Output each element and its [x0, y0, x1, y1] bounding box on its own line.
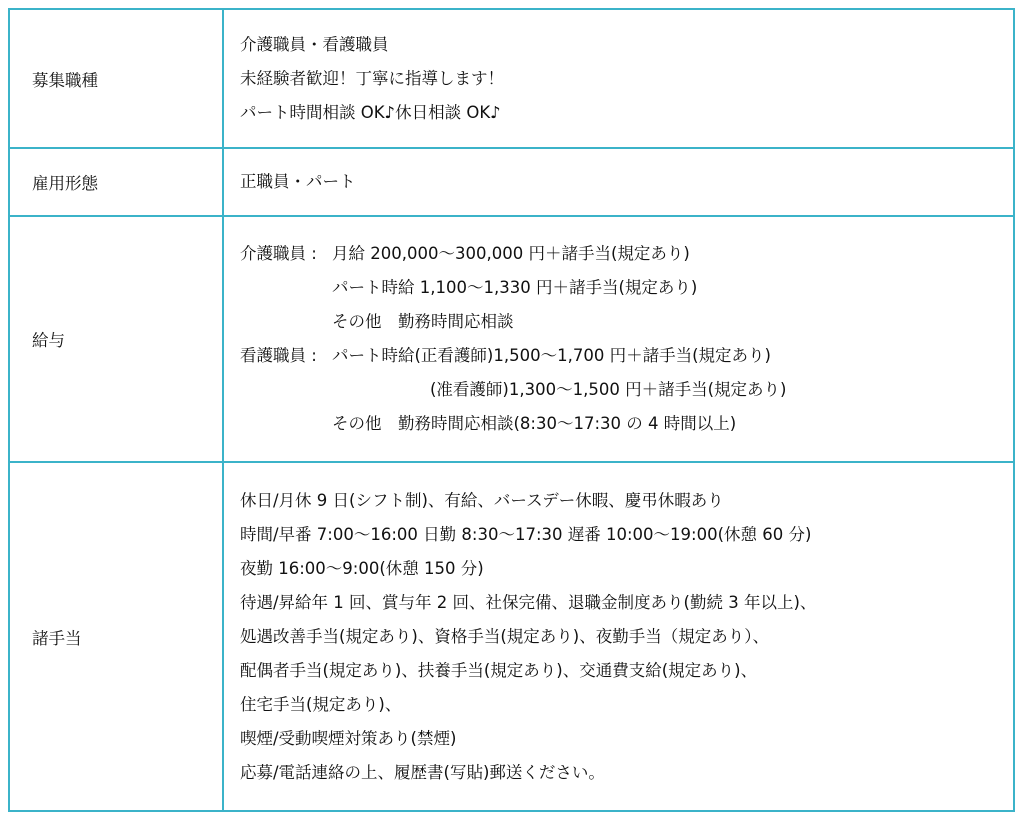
content-employment — [223, 148, 1014, 216]
care-prefix: 介護職員 : — [240, 244, 317, 263]
row-allowances — [9, 462, 1014, 811]
salary-line — [240, 407, 1013, 441]
content-salary — [223, 216, 1014, 462]
nurse-line: その他 勤務時間応相談(8:30～17:30 の 4 時間以上) — [332, 414, 737, 433]
label-recruit: 募集職種 — [9, 9, 223, 148]
care-line: その他 勤務時間応相談 — [332, 312, 514, 331]
salary-line — [240, 305, 1013, 339]
employment-line: 正職員・パート — [240, 172, 356, 191]
allowance-line: 応募/電話連絡の上、履歴書(写貼)郵送ください。 — [240, 762, 605, 782]
allowance-line: 休日/月休 9 日(シフト制)、有給、バースデー休暇、慶弔休暇あり — [240, 490, 724, 510]
recruit-line: 未経験者歓迎！丁寧に指導します！ — [240, 68, 504, 88]
row-salary — [9, 216, 1014, 462]
care-line: 月給 200,000～300,000 円＋諸手当(規定あり) — [332, 244, 690, 263]
salary-line — [240, 237, 1013, 271]
allowance-line: 配偶者手当(規定あり)、扶養手当(規定あり)、交通費支給(規定あり)、 — [240, 660, 758, 680]
content-allowances — [223, 462, 1014, 811]
recruit-line: パート時間相談 OK♪休日相談 OK♪ — [240, 102, 501, 122]
recruit-line: 介護職員・看護職員 — [240, 34, 389, 54]
allowance-line: 待遇/昇給年 1 回、賞与年 2 回、社保完備、退職金制度あり(勤続 3 年以上)、 — [240, 592, 817, 612]
label-salary: 給与 — [9, 216, 223, 462]
salary-line — [240, 373, 1013, 407]
salary-line — [240, 339, 1013, 373]
allowance-line: 処遇改善手当(規定あり)、資格手当(規定あり)、夜勤手当（規定あり）、 — [240, 626, 769, 646]
allowance-line: 住宅手当(規定あり)、 — [240, 694, 402, 714]
content-recruit — [223, 9, 1014, 148]
row-employment — [9, 148, 1014, 216]
label-employment: 雇用形態 — [9, 148, 223, 216]
allowance-line: 夜勤 16:00～9:00(休憩 150 分) — [240, 558, 484, 578]
nurse-line: パート時給(正看護師)1,500～1,700 円＋諸手当(規定あり) — [332, 346, 771, 365]
allowance-line: 喫煙/受動喫煙対策あり(禁煙) — [240, 728, 457, 748]
job-info-table — [8, 8, 1015, 812]
salary-line — [240, 271, 1013, 305]
nurse-line: (准看護師)1,300～1,500 円＋諸手当(規定あり) — [430, 380, 787, 399]
row-recruit — [9, 9, 1014, 148]
nurse-prefix: 看護職員 : — [240, 346, 317, 365]
label-allowances: 諸手当 — [9, 462, 223, 811]
allowance-line: 時間/早番 7:00～16:00 日勤 8:30～17:30 遅番 10:00～19:00(休憩 60 分) — [240, 524, 812, 544]
care-line: パート時給 1,100～1,330 円＋諸手当(規定あり) — [332, 278, 698, 297]
